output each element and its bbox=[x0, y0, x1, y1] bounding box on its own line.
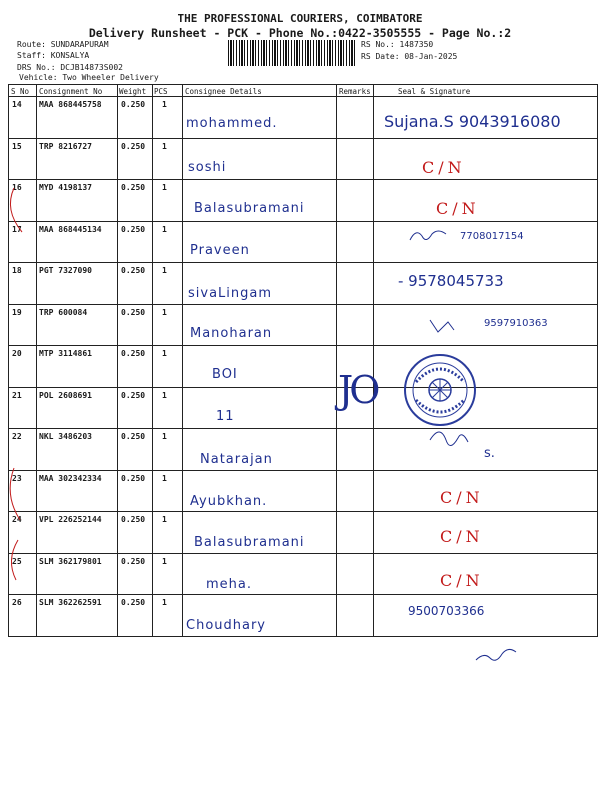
consignment-number: SLM 362179801 bbox=[39, 556, 102, 566]
pieces-count: 1 bbox=[162, 183, 167, 192]
pieces-count: 1 bbox=[162, 390, 167, 400]
serial-number: 20 bbox=[12, 349, 22, 358]
weight-value: 0.250 bbox=[121, 100, 146, 109]
weight-value: 0.250 bbox=[121, 515, 146, 524]
consignment-number: MAA 868445758 bbox=[39, 100, 102, 109]
serial-number: 21 bbox=[12, 390, 22, 400]
consignee-name: 11 bbox=[216, 408, 235, 424]
consignment-number: TRP 8216727 bbox=[39, 141, 92, 151]
consignee-name: mohammed. bbox=[186, 116, 278, 131]
pieces-count: 1 bbox=[162, 556, 167, 566]
col-consignee: Consignee Details bbox=[185, 87, 262, 96]
serial-number: 25 bbox=[12, 556, 22, 566]
drs-number: DRS No.: DCJB14873S002 bbox=[17, 63, 123, 72]
weight-value: 0.250 bbox=[121, 432, 146, 441]
consignment-number: MAA 302342334 bbox=[39, 473, 102, 483]
consignee-name: meha. bbox=[206, 576, 252, 592]
consignee-name: Praveen bbox=[190, 242, 250, 258]
col-seal: Seal & Signature bbox=[398, 87, 471, 96]
col-pcs: PCS bbox=[154, 87, 168, 96]
staff-label: Staff: KONSALYA bbox=[17, 51, 90, 60]
vehicle-label: Vehicle: Two Wheeler Delivery bbox=[19, 73, 159, 82]
runsheet-subtitle: Delivery Runsheet - PCK - Phone No.:0422-3505555 - Page No.:2 bbox=[88, 26, 512, 40]
consignee-name: Ayubkhan. bbox=[190, 493, 268, 509]
weight-value: 0.250 bbox=[121, 266, 146, 275]
weight-value: 0.250 bbox=[121, 390, 146, 400]
consignee-name: soshi bbox=[188, 159, 227, 175]
weight-value: 0.250 bbox=[121, 556, 146, 566]
serial-number: 19 bbox=[12, 307, 22, 317]
col-consignment: Consignment No bbox=[39, 87, 103, 96]
consignee-name: Manoharan bbox=[190, 325, 273, 341]
weight-value: 0.250 bbox=[121, 183, 146, 192]
seal-signature: C/N bbox=[440, 570, 484, 590]
pieces-count: 1 bbox=[162, 307, 167, 317]
consignee-name: Balasubramani bbox=[194, 535, 305, 550]
seal-signature: C/N bbox=[440, 527, 484, 546]
serial-number: 22 bbox=[12, 432, 22, 441]
rs-date: RS Date: 08-Jan-2025 bbox=[361, 52, 458, 61]
consignment-number: MAA 868445134 bbox=[39, 224, 102, 234]
remarks-handwritten-mark: JO bbox=[338, 368, 377, 412]
pieces-count: 1 bbox=[162, 141, 167, 151]
consignment-number: NKL 3486203 bbox=[39, 432, 92, 441]
serial-number: 15 bbox=[12, 141, 22, 151]
pieces-count: 1 bbox=[162, 100, 167, 109]
serial-number: 17 bbox=[12, 224, 22, 234]
pieces-count: 1 bbox=[162, 598, 167, 607]
consignee-name: BOI bbox=[212, 367, 238, 382]
consignment-number: PGT 7327090 bbox=[39, 266, 92, 275]
serial-number: 24 bbox=[12, 515, 22, 524]
pieces-count: 1 bbox=[162, 224, 167, 234]
seal-signature: 9500703366 bbox=[408, 604, 485, 618]
consignment-number: TRP 600084 bbox=[39, 307, 88, 317]
weight-value: 0.250 bbox=[121, 473, 146, 483]
seal-signature: Sujana.S 9043916080 bbox=[384, 112, 561, 131]
serial-number: 16 bbox=[12, 183, 22, 192]
pieces-count: 1 bbox=[162, 266, 167, 275]
seal-signature: C/N bbox=[422, 157, 466, 177]
rs-number: RS No.: 1487350 bbox=[361, 40, 434, 49]
consignee-name: Natarajan bbox=[200, 452, 273, 467]
route-label: Route: SUNDARAPURAM bbox=[17, 40, 109, 49]
weight-value: 0.250 bbox=[121, 349, 146, 358]
pieces-count: 1 bbox=[162, 349, 167, 358]
seal-signature: 7708017154 bbox=[460, 230, 524, 242]
consignment-number: VPL 226252144 bbox=[39, 515, 102, 524]
pieces-count: 1 bbox=[162, 432, 167, 441]
serial-number: 23 bbox=[12, 473, 22, 483]
consignee-name: Choudhary bbox=[186, 618, 267, 633]
seal-signature: 9597910363 bbox=[484, 317, 548, 329]
consignment-number: MYD 4198137 bbox=[39, 183, 92, 192]
seal-signature: - 9578045733 bbox=[398, 272, 504, 290]
weight-value: 0.250 bbox=[121, 307, 146, 317]
serial-number: 14 bbox=[12, 100, 22, 109]
col-remarks: Remarks bbox=[339, 87, 371, 96]
seal-signature: C/N bbox=[440, 487, 484, 507]
col-sno: S No bbox=[11, 87, 30, 96]
serial-number: 18 bbox=[12, 266, 22, 275]
serial-number: 26 bbox=[12, 598, 22, 607]
consignment-number: SLM 362262591 bbox=[39, 598, 102, 607]
consignment-number: POL 2608691 bbox=[39, 390, 92, 400]
consignment-number: MTP 3114861 bbox=[39, 349, 92, 358]
pieces-count: 1 bbox=[162, 515, 167, 524]
weight-value: 0.250 bbox=[121, 141, 146, 151]
consignee-name: sivaLingam bbox=[188, 286, 273, 301]
weight-value: 0.250 bbox=[121, 598, 146, 607]
consignee-name: Balasubramani bbox=[194, 201, 305, 216]
seal-signature: s. bbox=[484, 446, 495, 461]
seal-signature: C/N bbox=[436, 199, 480, 218]
col-weight: Weight bbox=[119, 87, 147, 96]
company-title: THE PROFESSIONAL COURIERS, COIMBATORE bbox=[177, 12, 423, 25]
weight-value: 0.250 bbox=[121, 224, 146, 234]
pieces-count: 1 bbox=[162, 473, 167, 483]
